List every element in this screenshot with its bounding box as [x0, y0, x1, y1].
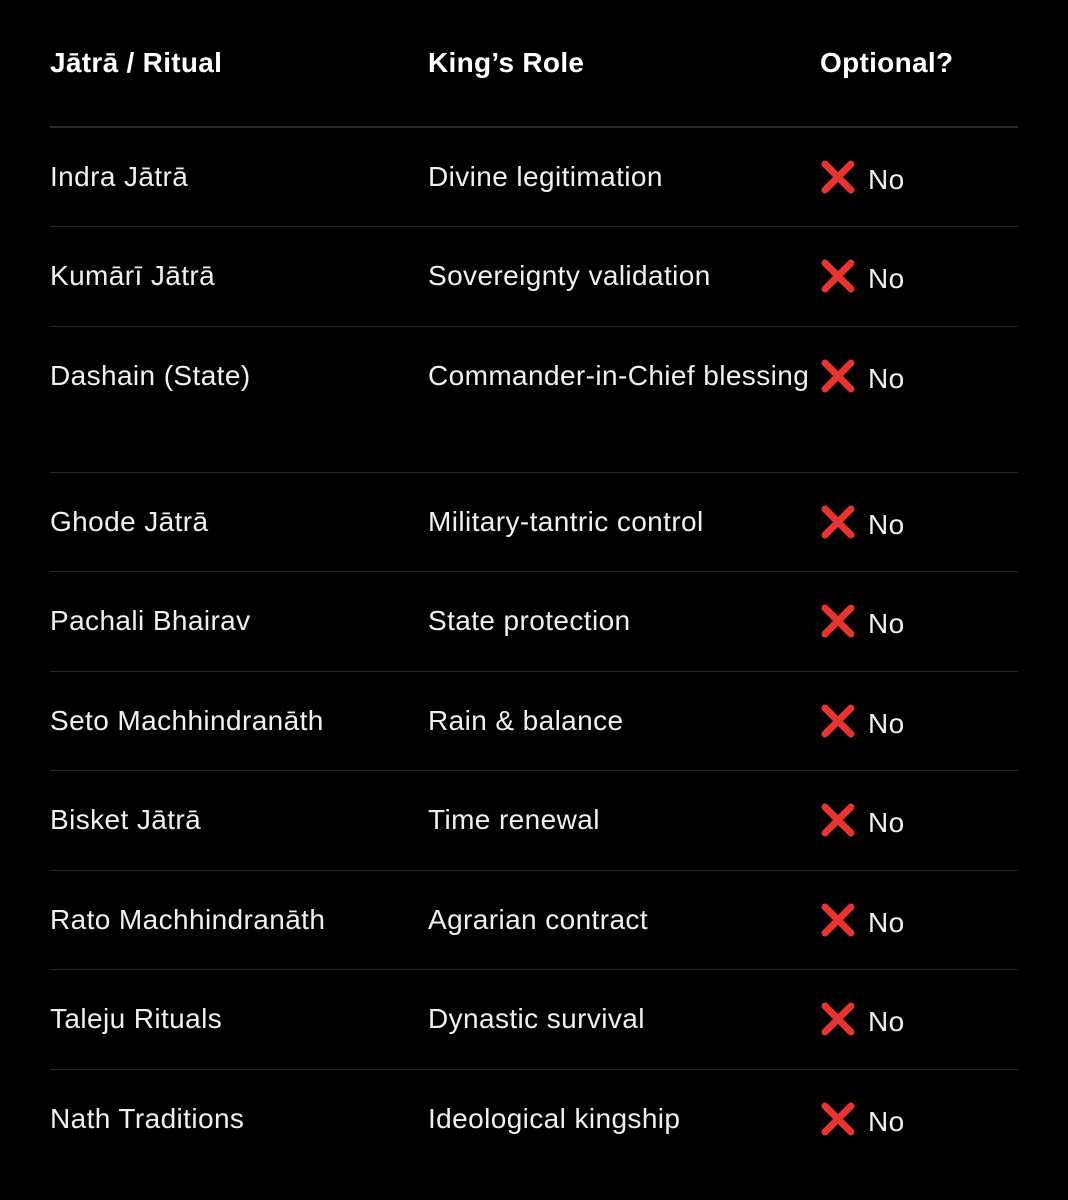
- cross-mark-icon: [820, 802, 856, 838]
- ritual-name: Indra Jātrā: [50, 161, 189, 192]
- kings-role-text: Sovereignty validation: [428, 260, 711, 291]
- cell-kings-role: [428, 970, 820, 1070]
- cross-mark-icon: [820, 358, 856, 394]
- cross-mark-icon: [820, 258, 856, 294]
- table-row: [50, 671, 1018, 771]
- cell-optional: [820, 870, 1018, 970]
- cell-kings-role: [428, 227, 820, 327]
- cell-optional: [820, 572, 1018, 672]
- table-row: [50, 227, 1018, 327]
- table-row: [50, 771, 1018, 871]
- cell-kings-role: [428, 572, 820, 672]
- cell-ritual: [50, 970, 428, 1070]
- cell-optional: [820, 771, 1018, 871]
- cell-optional: [820, 326, 1018, 472]
- cell-ritual: [50, 127, 428, 227]
- cell-ritual: [50, 326, 428, 472]
- cross-mark-icon: [820, 159, 856, 195]
- optional-value: No: [868, 1105, 905, 1137]
- table-body: [50, 127, 1018, 1169]
- ritual-name: Dashain (State): [50, 359, 251, 391]
- cell-ritual: [50, 472, 428, 572]
- cell-optional: [820, 127, 1018, 227]
- ritual-name: Rato Machhindranāth: [50, 903, 326, 935]
- optional-value: No: [868, 807, 905, 838]
- optional-value: No: [868, 608, 905, 639]
- optional-value: No: [868, 707, 905, 739]
- cell-ritual: [50, 227, 428, 327]
- header-optional: Optional?: [820, 0, 1018, 127]
- table-row: [50, 970, 1018, 1070]
- kings-role-text: Dynastic survival: [428, 1003, 645, 1034]
- cell-kings-role: [428, 1069, 820, 1169]
- cross-mark-icon: [820, 1001, 856, 1037]
- table-row: [50, 1069, 1018, 1169]
- kings-role-text: Military-tantric control: [428, 505, 704, 537]
- optional-value: No: [868, 362, 905, 394]
- table-header: [50, 0, 1018, 127]
- table-row: [50, 472, 1018, 572]
- table-row: [50, 127, 1018, 227]
- cell-ritual: [50, 870, 428, 970]
- table-row: [50, 572, 1018, 672]
- kings-role-text: State protection: [428, 605, 631, 636]
- cell-kings-role: [428, 326, 820, 472]
- ritual-name: Pachali Bhairav: [50, 605, 251, 636]
- cell-optional: [820, 1069, 1018, 1169]
- kings-role-text: Time renewal: [428, 804, 600, 835]
- table-row: [50, 326, 1018, 472]
- header-ritual: Jātrā / Ritual: [50, 0, 428, 127]
- optional-value: No: [868, 1006, 905, 1037]
- header-kings-role: King’s Role: [428, 0, 820, 127]
- cell-ritual: [50, 771, 428, 871]
- optional-value: No: [868, 263, 905, 294]
- cross-mark-icon: [820, 703, 856, 739]
- cross-mark-icon: [820, 1101, 856, 1137]
- ritual-name: Nath Traditions: [50, 1102, 245, 1134]
- kings-role-text: Rain & balance: [428, 704, 624, 736]
- ritual-table: [50, 0, 1018, 1169]
- cell-optional: [820, 671, 1018, 771]
- kings-role-text: Divine legitimation: [428, 161, 663, 192]
- optional-value: No: [868, 906, 905, 938]
- ritual-table-container: [50, 0, 1018, 1169]
- cell-kings-role: [428, 771, 820, 871]
- table-row: [50, 870, 1018, 970]
- optional-value: No: [868, 164, 905, 195]
- cell-optional: [820, 970, 1018, 1070]
- cross-mark-icon: [820, 504, 856, 540]
- optional-value: No: [868, 508, 905, 540]
- cell-optional: [820, 472, 1018, 572]
- kings-role-text: Commander-in-Chief blessing: [428, 359, 810, 391]
- kings-role-text: Agrarian contract: [428, 903, 649, 935]
- kings-role-text: Ideological kingship: [428, 1102, 681, 1134]
- ritual-name: Kumārī Jātrā: [50, 260, 216, 291]
- header-row: [50, 0, 1018, 127]
- cell-optional: [820, 227, 1018, 327]
- ritual-name: Seto Machhindranāth: [50, 704, 324, 736]
- cell-kings-role: [428, 671, 820, 771]
- cross-mark-icon: [820, 603, 856, 639]
- cell-ritual: [50, 1069, 428, 1169]
- cell-ritual: [50, 572, 428, 672]
- cross-mark-icon: [820, 902, 856, 938]
- cell-kings-role: [428, 472, 820, 572]
- ritual-name: Bisket Jātrā: [50, 804, 202, 835]
- ritual-name: Taleju Rituals: [50, 1003, 223, 1034]
- cell-kings-role: [428, 127, 820, 227]
- cell-kings-role: [428, 870, 820, 970]
- ritual-name: Ghode Jātrā: [50, 505, 209, 537]
- cell-ritual: [50, 671, 428, 771]
